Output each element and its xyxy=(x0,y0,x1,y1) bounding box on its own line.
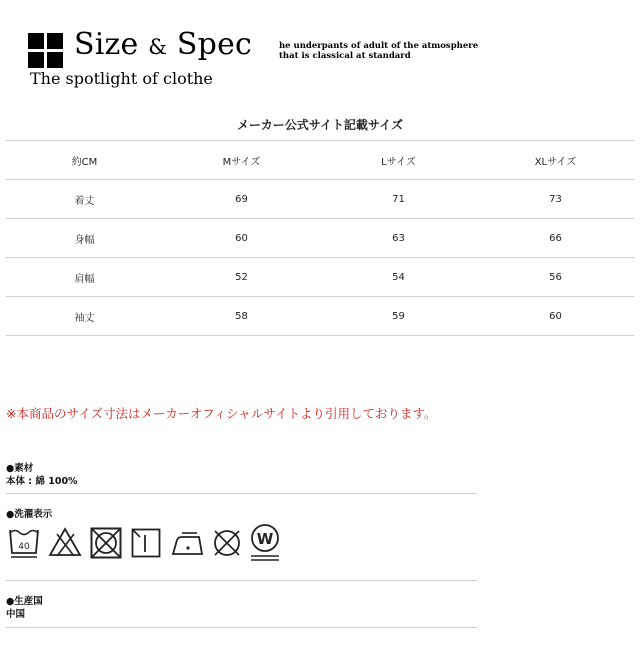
divider xyxy=(6,493,477,494)
table-cell: 63 xyxy=(320,219,477,258)
divider xyxy=(6,580,477,581)
table-row xyxy=(6,258,634,297)
brand-header xyxy=(0,0,640,100)
column-header: Lサイズ xyxy=(320,141,477,180)
brand-logo-icon xyxy=(28,33,64,69)
row-label: 着丈 xyxy=(6,180,163,219)
table-cell: 66 xyxy=(477,219,634,258)
origin-value: 中国 xyxy=(6,609,26,620)
table-cell: 56 xyxy=(477,258,634,297)
table-row xyxy=(6,180,634,219)
wet-clean-letter: W xyxy=(256,530,274,548)
size-table-header-row xyxy=(6,141,634,180)
table-cell: 71 xyxy=(320,180,477,219)
row-label: 身幅 xyxy=(6,219,163,258)
brand-title xyxy=(74,27,252,62)
size-table-title: メーカー公式サイト記載サイズ xyxy=(237,118,403,132)
table-cell: 52 xyxy=(163,258,320,297)
brand-title-end: Spec xyxy=(176,27,253,62)
wash-temp-label: 40 xyxy=(18,542,30,552)
column-header: 約CM xyxy=(6,141,163,180)
iron-low-icon xyxy=(169,522,205,564)
care-label: ●洗濯表示 xyxy=(6,509,53,520)
table-cell: 59 xyxy=(320,297,477,336)
wash-40-icon xyxy=(8,522,40,564)
row-label: 肩幅 xyxy=(6,258,163,297)
no-dry-clean-icon xyxy=(211,522,243,564)
material-label: ●素材 xyxy=(6,463,34,474)
column-header: Mサイズ xyxy=(163,141,320,180)
brand-subtitle: The spotlight of clothe xyxy=(30,69,213,88)
table-row xyxy=(6,219,634,258)
table-cell: 69 xyxy=(163,180,320,219)
table-cell: 58 xyxy=(163,297,320,336)
size-table xyxy=(6,140,634,336)
brand-title-amp: & xyxy=(148,35,168,59)
brand-title-main: Size xyxy=(74,27,139,62)
material-value: 本体 : 綿 100% xyxy=(6,476,78,487)
line-dry-shade-icon xyxy=(130,522,162,564)
table-cell: 60 xyxy=(477,297,634,336)
table-cell: 54 xyxy=(320,258,477,297)
brand-tagline xyxy=(279,41,478,61)
no-tumble-dry-icon xyxy=(89,522,123,564)
row-label: 袖丈 xyxy=(6,297,163,336)
table-row xyxy=(6,297,634,336)
care-icons xyxy=(8,522,308,564)
table-cell: 73 xyxy=(477,180,634,219)
divider xyxy=(6,627,477,628)
wet-clean-icon xyxy=(248,522,282,564)
no-bleach-icon xyxy=(48,522,82,564)
column-header: XLサイズ xyxy=(477,141,634,180)
origin-label: ●生産国 xyxy=(6,596,43,607)
size-source-note: ※本商品のサイズ寸法はメーカーオフィシャルサイトより引用しております。 xyxy=(6,406,437,421)
table-cell: 60 xyxy=(163,219,320,258)
tagline-line-1: he underpants of adult of the atmosphere xyxy=(279,41,479,51)
tagline-line-2: that is classical at standard xyxy=(279,51,411,61)
